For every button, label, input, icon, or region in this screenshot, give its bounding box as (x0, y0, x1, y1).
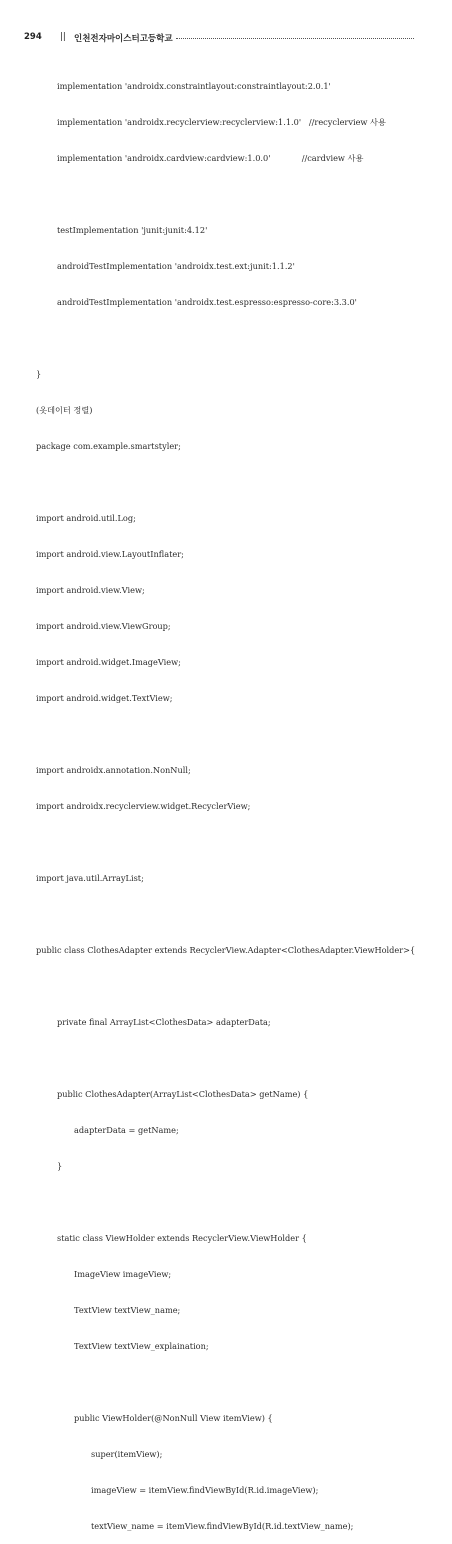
section-title: (옷데이터 정렬) (36, 405, 93, 415)
code-line: package com.example.smartstyler; (36, 441, 181, 451)
code-line: private final ArrayList<ClothesData> adapterData; (57, 1017, 271, 1027)
code-listing (36, 56, 436, 1544)
code-line: super(itemView); (91, 1449, 163, 1459)
blank-line (36, 188, 436, 200)
code-line: import android.widget.TextView; (36, 693, 173, 703)
code-line: ImageView imageView; (74, 1269, 172, 1279)
code-line: implementation 'androidx.constraintlayout:constraintlayout:2.0.1' (57, 81, 331, 91)
code-line: public ClothesAdapter(ArrayList<ClothesData> getName) { (57, 1089, 309, 1099)
blank-line (36, 1052, 436, 1064)
code-line: } (36, 369, 42, 379)
code-line: textView_name = itemView.findViewById(R.id.textView_name); (91, 1521, 354, 1531)
header-dotted-rule (176, 38, 414, 39)
blank-line (36, 728, 436, 740)
blank-line (36, 980, 436, 992)
code-line: implementation 'androidx.cardview:cardview:1.0.0' //cardview 사용 (57, 153, 364, 163)
page-number: 294 (24, 32, 42, 42)
code-line: import android.view.LayoutInflater; (36, 549, 184, 559)
code-line: public ViewHolder(@NonNull View itemView) { (74, 1413, 273, 1423)
code-line: testImplementation 'junit:junit:4.12' (57, 225, 208, 235)
blank-line (36, 1376, 436, 1388)
code-line: implementation 'androidx.recyclerview:recyclerview:1.1.0' //recyclerview 사용 (57, 117, 386, 127)
code-line: public class ClothesAdapter extends RecyclerView.Adapter<ClothesAdapter.ViewHolder>{ (36, 945, 416, 955)
code-line: } (57, 1161, 63, 1171)
code-line: import android.util.Log; (36, 513, 136, 523)
code-line: androidTestImplementation 'androidx.test.ext:junit:1.1.2' (57, 261, 295, 271)
code-line: import androidx.recyclerview.widget.RecyclerView; (36, 801, 251, 811)
code-line: import android.view.View; (36, 585, 145, 595)
code-line: imageView = itemView.findViewById(R.id.imageView); (91, 1485, 319, 1495)
blank-line (36, 908, 436, 920)
code-line: adapterData = getName; (74, 1125, 179, 1135)
code-line: import android.widget.ImageView; (36, 657, 181, 667)
code-line: import androidx.annotation.NonNull; (36, 765, 191, 775)
code-line: TextView textView_name; (74, 1305, 181, 1315)
code-line: TextView textView_explaination; (74, 1341, 209, 1351)
page-header (24, 30, 414, 44)
blank-line (36, 332, 436, 344)
header-school-name: 인천전자마이스터고등학교 (74, 34, 173, 44)
blank-line (36, 476, 436, 488)
code-line: static class ViewHolder extends RecyclerView.ViewHolder { (57, 1233, 307, 1243)
blank-line (36, 1196, 436, 1208)
code-line: androidTestImplementation 'androidx.test.espresso:espresso-core:3.3.0' (57, 297, 357, 307)
code-line: import android.view.ViewGroup; (36, 621, 171, 631)
code-line: import java.util.ArrayList; (36, 873, 144, 883)
header-separator: || (60, 32, 66, 42)
blank-line (36, 836, 436, 848)
